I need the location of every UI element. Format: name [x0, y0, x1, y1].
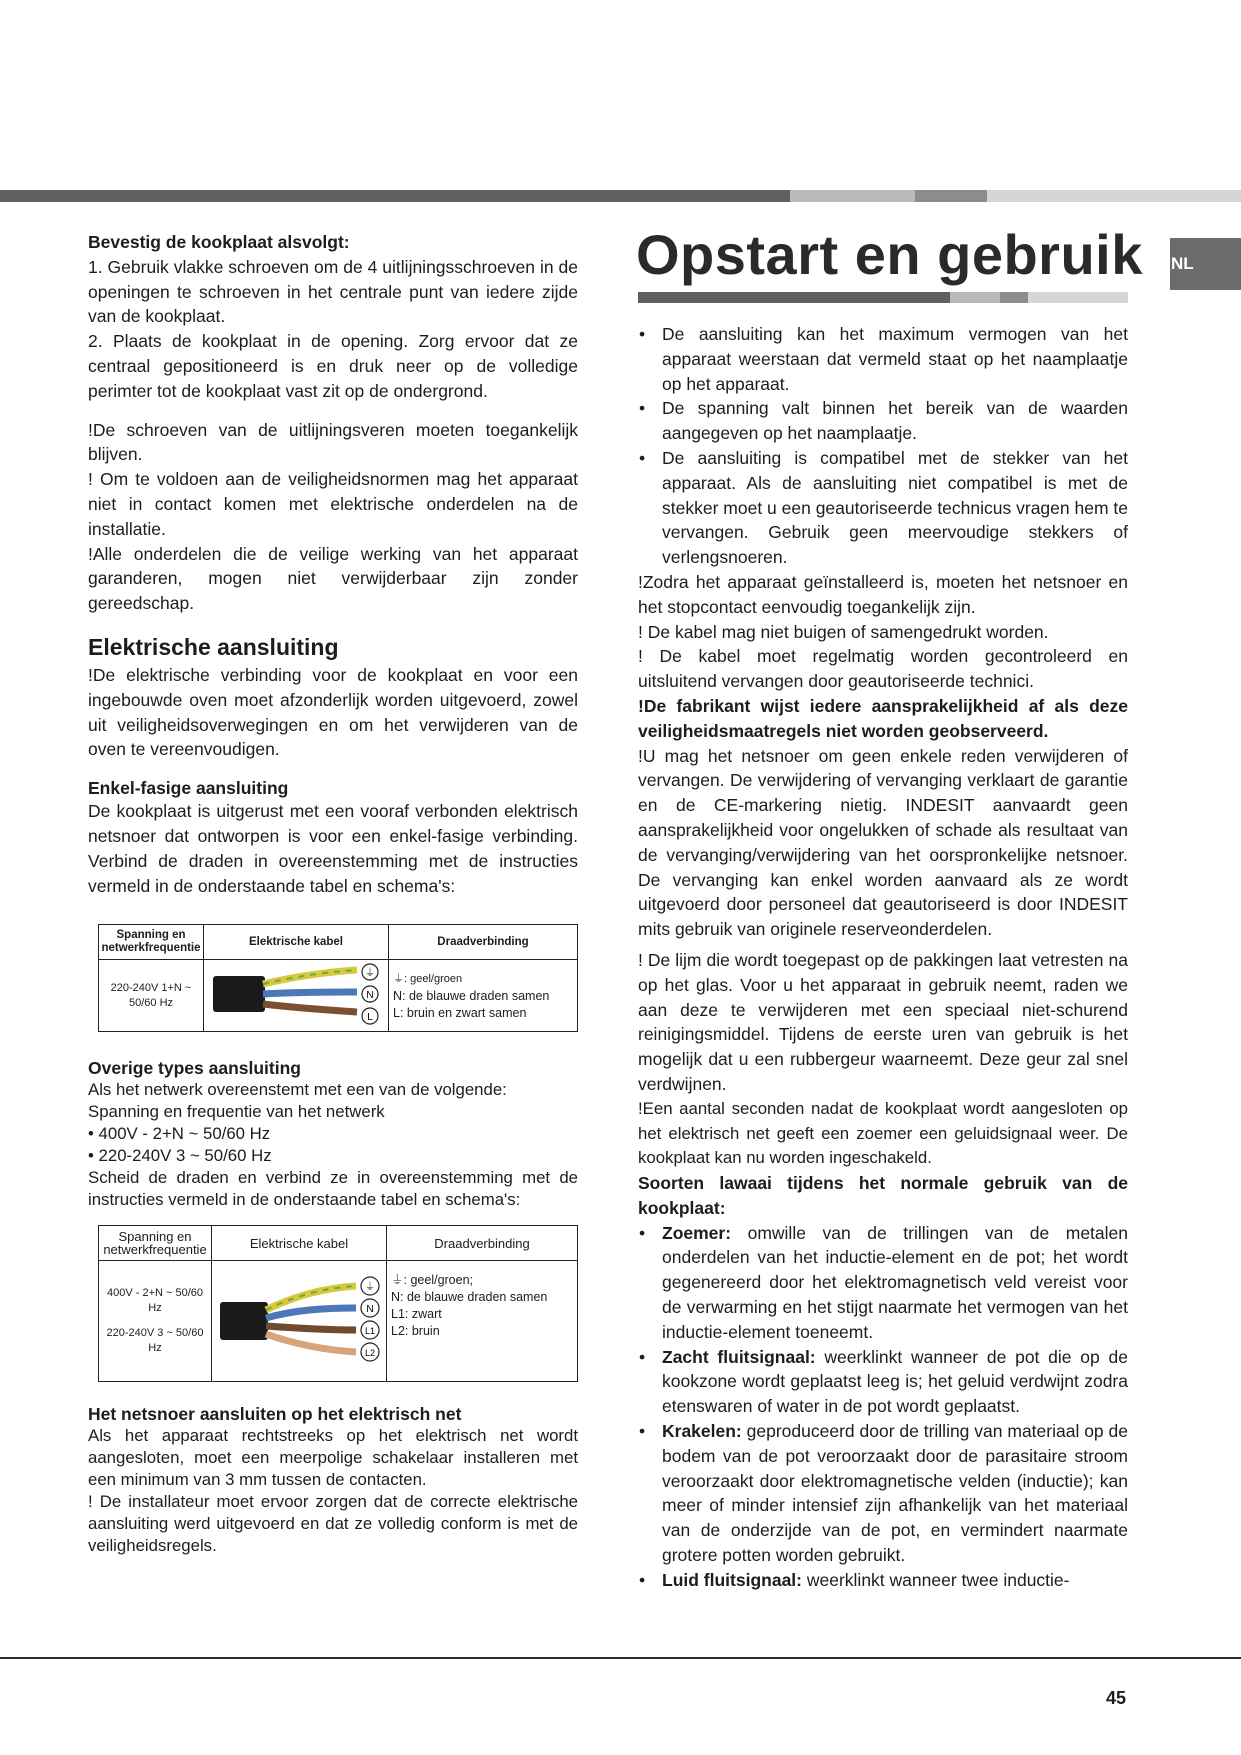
- warning-parts: !Alle onderdelen die de veilige werking van het apparaat garanderen, mogen niet verwijderbaar zijn zonder gereedschap.: [88, 543, 578, 614]
- wire-brown: [266, 1326, 356, 1330]
- terminal-label: L1: [364, 1325, 376, 1336]
- warning-screws: !De schroeven van de uitlijningsveren moeten toegankelijk blijven.: [88, 419, 578, 465]
- mains-heading: Het netsnoer aansluiten op het elektrisch net: [88, 1404, 462, 1425]
- list-item: • Zacht fluitsignaal: weerklinkt wanneer de pot die op de kookzone wordt geplaatst leeg is; het geluid verdwijnt zodra etenswaren of water in de pot wordt geplaatst.: [639, 1346, 1128, 1417]
- list-item: • Krakelen: geproduceerd door de trilling van materiaal op de bodem van de pot veroorzaakt door de parasitaire stroom veroorzaakt door elektromagnetische velden (inductie); kan meer of minder intensief zijn afhankelijk van het materiaal van de onderzijde van de pot, en vermindert naarmate grotere potten worden gebruikt.: [639, 1421, 1128, 1566]
- table-header: Elektrische kabel: [204, 925, 389, 960]
- wire-brown: [263, 1004, 357, 1012]
- terminal-label: L2: [364, 1347, 376, 1358]
- language-tab: NL: [1170, 238, 1241, 290]
- single-phase-text: De kookplaat is uitgerust met een vooraf verbonden elektrisch netsnoer dat ontworpen is voor een enkel-fasige verbinding. Verbind de draden in overeenstemming met de instructies vermeld in de onderstaande tabel en schema's:: [88, 801, 578, 896]
- other-line: • 220-240V 3 ~ 50/60 Hz: [88, 1146, 272, 1166]
- warning-buzzer: !Een aantal seconden nadat de kookplaat wordt aangesloten op het elektrisch net geeft een zoemer een geluidsignaal weer. De kookplaat kan nu worden ingeschakeld.: [638, 1098, 1128, 1168]
- noise-heading: Soorten lawaai tijdens het normale gebruik van de kookplaat:: [638, 1173, 1128, 1218]
- section-heading-electrical: Elektrische aansluiting: [88, 633, 339, 660]
- cable-diagram: [212, 1261, 387, 1382]
- footer-rule: [0, 1657, 1241, 1659]
- page-number: 45: [1106, 1688, 1127, 1708]
- other-line: Scheid de draden en verbind ze in overeenstemming met de instructies vermeld in de onderstaande tabel en schema's:: [88, 1168, 578, 1210]
- warning-liability: !De fabrikant wijst iedere aansprakelijkheid af als deze veiligheidsmaatregels niet worden geobserveerd.: [638, 695, 1128, 741]
- noise-list: [638, 1221, 1128, 1593]
- title-underline: [638, 292, 1128, 303]
- warning-glue: ! De lijm die wordt toegepast op de pakkingen laat vetresten na op het glas. Voor u het apparaat in gebruik neemt, raden we aan deze te verwijderen met een speciaal niet-schurend reinigingsmiddel. Tijdens de eerste uren van gebruik is het mogelijk dat u een rubbergeur waarneemt. Deze geur zal snel verdwijnen.: [638, 949, 1128, 1094]
- wiring-legend: ⏚: geel/groen N: de blauwe draden samen L: bruin en zwart samen: [389, 960, 578, 1032]
- table-header: Elektrische kabel: [212, 1226, 387, 1261]
- cable-diagram: [204, 960, 389, 1032]
- wire-blue: [266, 1308, 356, 1318]
- wiring-table-multi: [98, 1225, 578, 1382]
- terminal-label: ⏚: [365, 968, 375, 980]
- fix-heading: Bevestig de kookplaat alsvolgt:: [88, 232, 350, 252]
- table-header: Draadverbinding: [387, 1226, 578, 1261]
- wiring-table-single: [98, 924, 578, 1032]
- single-phase-heading: Enkel-fasige aansluiting: [88, 778, 289, 799]
- fix-step-2: 2. Plaats de kookplaat in de opening. Zorg ervoor dat ze centraal gepositioneerd is en druk neer op de volledige perimter tot de kookplaat vast zit op de ondergrond.: [88, 331, 578, 401]
- warning-bend: ! De kabel mag niet buigen of samengedrukt worden.: [638, 621, 1049, 642]
- other-line: • 400V - 2+N ~ 50/60 Hz: [88, 1124, 271, 1144]
- warning-replace: !U mag het netsnoer om geen enkele reden verwijderen of vervangen. De verwijdering of vervanging verklaart de garantie en de CE-markering nietig. INDESIT aanvaardt geen aansprakelijkheid voor ongelukken of schade als resultaat van de vervanging/verwijdering van het oorspronkelijke netsnoer. De vervanging kan enkel worden aanvaard als ze wordt uitgevoerd door personeel dat geautoriseerd is door INDESIT mits gebruik van originele reserveonderdelen.: [638, 745, 1128, 940]
- warning-safety: ! Om te voldoen aan de veiligheidsnormen mag het apparaat niet in contact komen met elektrische onderdelen na de installatie.: [88, 469, 578, 539]
- list-item: • De aansluiting kan het maximum vermogen van het apparaat weerstaan dat vermeld staat op het naamplaatje op het apparaat.: [639, 324, 1128, 394]
- terminal-label: N: [366, 1303, 374, 1315]
- list-item: • Zoemer: omwille van de trillingen van de metalen onderdelen van het inductie-element en de pot; het wordt gegenereerd door het elektromagnetisch veld vereist voor de verwarming en het stijgt naarmate het vermogen van het inductie-element toeneemt.: [639, 1222, 1128, 1342]
- mains-warning: ! De installateur moet ervoor zorgen dat de correcte elektrische aansluiting werd uitgevoerd en dat ze volledig conform is met de veiligheidsregels.: [88, 1492, 578, 1556]
- table-header: Draadverbinding: [389, 925, 578, 960]
- wire-blue: [263, 992, 357, 994]
- wire-yellow-green: [263, 970, 357, 984]
- supply-cell: 400V - 2+N ~ 50/60 Hz 220-240V 3 ~ 50/60 Hz: [99, 1261, 212, 1382]
- cable-sheath: [220, 1302, 268, 1340]
- other-types-heading: Overige types aansluiting: [88, 1058, 301, 1079]
- left-column: [88, 230, 578, 1557]
- header-stripe: [0, 190, 1241, 202]
- table-header: Spanning en netwerkfrequentie: [99, 1226, 212, 1261]
- terminal-label: L: [367, 1012, 373, 1024]
- warning-accessible: !Zodra het apparaat geïnstalleerd is, moeten het netsnoer en het stopcontact eenvoudig toegankelijk zijn.: [638, 571, 1128, 617]
- table-header: Spanning en netwerkfrequentie: [99, 925, 204, 960]
- list-item: • De aansluiting is compatibel met de stekker van het apparaat. Als de aansluiting niet compatibel is met de stekker moet u een geautoriseerde technicus vragen hem te vervangen. Gebruik geen meervoudige stekkers of verlengsnoeren.: [639, 447, 1128, 568]
- requirements-list: [638, 322, 1128, 570]
- fix-step-1: 1. Gebruik vlakke schroeven om de 4 uitlijningsschroeven in de openingen te schroeven in het centrale punt van iedere zijde van de kookplaat.: [88, 256, 578, 327]
- page-title: Opstart en gebruik: [636, 223, 1143, 286]
- wiring-legend: ⏚: geel/groen; N: de blauwe draden samen L1: zwart L2: bruin: [387, 1261, 578, 1382]
- other-line: Spanning en frequentie van het netwerk: [88, 1102, 385, 1122]
- other-line: Als het netwerk overeenstemt met een van de volgende:: [88, 1080, 507, 1100]
- list-item: • De spanning valt binnen het bereik van de waarden aangegeven op het naamplaatje.: [639, 398, 1128, 444]
- terminal-label: ⏚: [365, 1281, 375, 1293]
- electrical-text: !De elektrische verbinding voor de kookplaat en voor een ingebouwde oven moet afzonderlijk worden uitgevoerd, zowel uit veiligheidsoverwegingen en om het verwijderen van de oven te vereenvoudigen.: [88, 664, 578, 760]
- supply-cell: 220-240V 1+N ~ 50/60 Hz: [99, 960, 204, 1032]
- list-item: • Luid fluitsignaal: weerklinkt wanneer twee inductie-: [639, 1569, 1070, 1590]
- right-column: [638, 322, 1128, 1593]
- wire-light-brown: [266, 1334, 356, 1352]
- mains-text: Als het apparaat rechtstreeks op het elektrisch net wordt aangesloten, moet een meerpolige schakelaar installeren met een minimum van 3 mm tussen de contacten.: [88, 1426, 578, 1490]
- terminal-label: N: [366, 990, 374, 1002]
- warning-check: ! De kabel moet regelmatig worden gecontroleerd en uitsluitend vervangen door geautoriseerde technici.: [638, 646, 1128, 692]
- cable-sheath: [213, 976, 265, 1012]
